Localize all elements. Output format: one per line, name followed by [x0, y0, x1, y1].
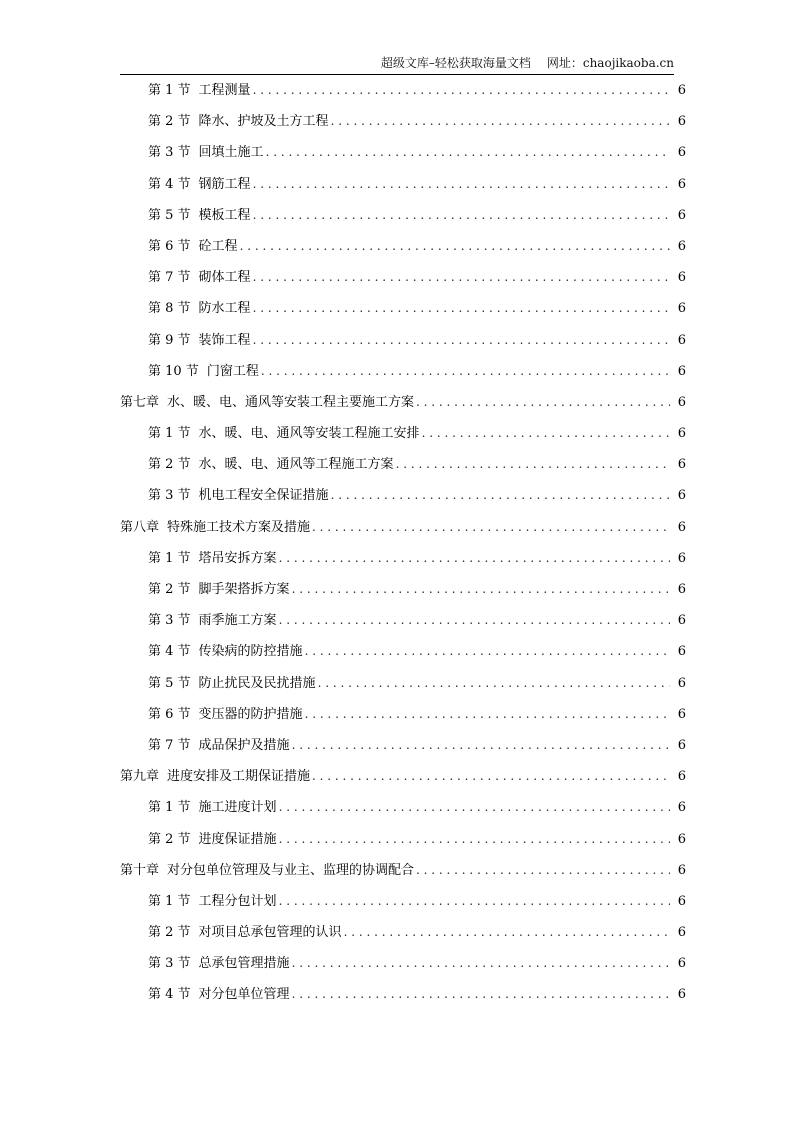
toc-entry-number: 第 10 节: [148, 363, 199, 379]
toc-section-entry[interactable]: [120, 735, 686, 766]
toc-entry-title: 塔吊安拆方案: [198, 550, 277, 566]
toc-entry-page-number: 6: [677, 582, 686, 597]
toc-entry-page-number: 6: [677, 145, 686, 161]
toc-leader-dots: [253, 298, 670, 318]
toc-entry-page-number: 6: [677, 644, 686, 660]
toc-entry-title: 降水、护坡及土方工程: [198, 114, 329, 130]
toc-section-entry[interactable]: [120, 423, 686, 454]
toc-entry-page-number: 6: [677, 176, 686, 192]
toc-leader-dots: [279, 797, 670, 817]
toc-leader-dots: [292, 579, 670, 599]
toc-leader-dots: [416, 860, 670, 880]
toc-leader-dots: [253, 174, 670, 194]
toc-entry-title: 钢筋工程: [198, 176, 251, 192]
toc-entry-title: 门窗工程: [206, 363, 259, 379]
toc-entry-page-number: 6: [677, 270, 686, 286]
toc-entry-title: 砼工程: [198, 238, 238, 254]
toc-entry-title: 进度安排及工期保证措施: [167, 769, 311, 785]
toc-entry-page-number: 6: [677, 394, 686, 410]
toc-leader-dots: [253, 205, 670, 225]
toc-leader-dots: [279, 829, 670, 849]
toc-entry-number: 第 4 节: [148, 176, 191, 192]
toc-section-entry[interactable]: [120, 111, 686, 142]
toc-entry-number: 第 2 节: [148, 457, 191, 473]
toc-section-entry[interactable]: [120, 142, 686, 173]
toc-entry-page-number: 6: [677, 488, 686, 504]
toc-section-entry[interactable]: [120, 953, 686, 984]
toc-entry-page-number: 6: [677, 238, 686, 254]
toc-entry-page-number: 6: [677, 83, 686, 98]
toc-entry-number: 第 1 节: [148, 550, 191, 566]
toc-section-entry[interactable]: [120, 236, 686, 267]
toc-chapter-entry[interactable]: [120, 766, 686, 797]
toc-entry-title: 对项目总承包管理的认识: [198, 925, 342, 941]
toc-entry-number: 第七章: [120, 394, 160, 410]
toc-leader-dots: [292, 953, 670, 973]
toc-section-entry[interactable]: [120, 579, 686, 610]
table-of-contents: [120, 80, 686, 1016]
toc-section-entry[interactable]: [120, 704, 686, 735]
toc-entry-number: 第 1 节: [148, 800, 191, 816]
toc-leader-dots: [253, 267, 670, 287]
toc-entry-number: 第 2 节: [148, 582, 191, 597]
toc-entry-page-number: 6: [677, 737, 686, 753]
toc-entry-number: 第 1 节: [148, 83, 191, 98]
toc-entry-number: 第 5 节: [148, 207, 191, 223]
toc-entry-title: 水、暖、电、通风等工程施工方案: [198, 457, 394, 473]
toc-entry-page-number: 6: [677, 893, 686, 909]
toc-entry-number: 第 2 节: [148, 114, 191, 130]
toc-entry-page-number: 6: [677, 426, 686, 442]
toc-entry-page-number: 6: [677, 706, 686, 722]
toc-entry-page-number: 6: [677, 831, 686, 847]
toc-leader-dots: [279, 610, 670, 630]
toc-entry-title: 脚手架搭拆方案: [198, 582, 290, 597]
toc-entry-title: 模板工程: [198, 207, 251, 223]
toc-leader-dots: [240, 236, 670, 256]
toc-entry-number: 第 6 节: [148, 706, 191, 722]
toc-leader-dots: [261, 361, 670, 381]
toc-entry-number: 第十章: [120, 862, 160, 878]
toc-entry-title: 对分包单位管理及与业主、监理的协调配合: [167, 862, 415, 878]
toc-section-entry[interactable]: [120, 984, 686, 1015]
header-site-url: chaojikaoba.cn: [582, 56, 674, 70]
toc-entry-title: 回填土施工: [198, 145, 264, 161]
toc-entry-number: 第 3 节: [148, 613, 191, 629]
toc-leader-dots: [422, 423, 670, 443]
toc-section-entry[interactable]: [120, 298, 686, 329]
toc-entry-number: 第 1 节: [148, 893, 191, 909]
toc-entry-page-number: 6: [677, 363, 686, 379]
toc-entry-number: 第 9 节: [148, 332, 191, 348]
toc-entry-page-number: 6: [677, 925, 686, 941]
toc-leader-dots: [312, 766, 670, 786]
toc-entry-number: 第 6 节: [148, 238, 191, 254]
toc-entry-number: 第 3 节: [148, 488, 191, 504]
toc-entry-page-number: 6: [677, 114, 686, 130]
toc-entry-title: 工程测量: [198, 83, 251, 98]
toc-entry-page-number: 6: [677, 675, 686, 691]
toc-entry-number: 第 4 节: [148, 644, 191, 660]
toc-section-entry[interactable]: [120, 797, 686, 828]
toc-entry-title: 传染病的防控措施: [198, 644, 303, 660]
toc-entry-title: 雨季施工方案: [198, 613, 277, 629]
toc-entry-number: 第 3 节: [148, 956, 191, 972]
toc-section-entry[interactable]: [120, 829, 686, 860]
toc-entry-page-number: 6: [677, 769, 686, 785]
toc-leader-dots: [279, 891, 670, 911]
toc-leader-dots: [253, 330, 670, 350]
toc-entry-number: 第 4 节: [148, 987, 191, 1003]
toc-entry-page-number: 6: [677, 613, 686, 629]
toc-entry-number: 第 1 节: [148, 426, 191, 442]
toc-leader-dots: [331, 111, 670, 131]
toc-section-entry[interactable]: [120, 673, 686, 704]
toc-entry-page-number: 6: [677, 550, 686, 566]
toc-entry-page-number: 6: [677, 519, 686, 535]
toc-leader-dots: [253, 80, 670, 100]
toc-entry-page-number: 6: [677, 457, 686, 473]
toc-entry-title: 防止扰民及民扰措施: [198, 675, 316, 691]
toc-entry-title: 工程分包计划: [198, 893, 277, 909]
toc-leader-dots: [312, 517, 670, 537]
toc-leader-dots: [266, 142, 670, 162]
toc-entry-title: 施工进度计划: [198, 800, 277, 816]
toc-entry-number: 第 2 节: [148, 831, 191, 847]
toc-chapter-entry[interactable]: [120, 860, 686, 891]
toc-leader-dots: [305, 704, 670, 724]
toc-leader-dots: [318, 673, 670, 693]
toc-leader-dots: [292, 984, 670, 1004]
toc-entry-title: 对分包单位管理: [198, 987, 290, 1003]
toc-entry-title: 成品保护及措施: [198, 737, 290, 753]
toc-section-entry[interactable]: [120, 891, 686, 922]
toc-section-entry[interactable]: [120, 922, 686, 953]
toc-entry-title: 进度保证措施: [198, 831, 277, 847]
toc-entry-page-number: 6: [677, 800, 686, 816]
toc-chapter-entry[interactable]: [120, 392, 686, 423]
toc-section-entry[interactable]: [120, 641, 686, 672]
toc-leader-dots: [292, 735, 670, 755]
toc-leader-dots: [396, 454, 670, 474]
toc-section-entry[interactable]: [120, 454, 686, 485]
toc-section-entry[interactable]: [120, 80, 686, 111]
toc-section-entry[interactable]: [120, 267, 686, 298]
toc-entry-page-number: 6: [677, 956, 686, 972]
toc-entry-title: 水、暖、电、通风等安装工程施工安排: [198, 426, 420, 442]
toc-entry-title: 变压器的防护措施: [198, 706, 303, 722]
toc-entry-page-number: 6: [677, 207, 686, 223]
toc-section-entry[interactable]: [120, 361, 686, 392]
toc-leader-dots: [344, 922, 670, 942]
header-site-label: 网址：: [546, 56, 583, 70]
toc-entry-number: 第 3 节: [148, 145, 191, 161]
toc-entry-page-number: 6: [677, 301, 686, 317]
toc-entry-title: 总承包管理措施: [198, 956, 290, 972]
toc-leader-dots: [305, 641, 670, 661]
header-site-title: 超级文库–轻松获取海量文档: [380, 56, 531, 70]
toc-leader-dots: [331, 485, 670, 505]
toc-chapter-entry[interactable]: [120, 517, 686, 548]
toc-entry-number: 第九章: [120, 769, 160, 785]
toc-leader-dots: [416, 392, 670, 412]
toc-entry-number: 第 8 节: [148, 301, 191, 317]
toc-section-entry[interactable]: [120, 548, 686, 579]
toc-entry-title: 防水工程: [198, 301, 251, 317]
toc-entry-page-number: 6: [677, 332, 686, 348]
toc-section-entry[interactable]: [120, 485, 686, 516]
toc-entry-number: 第 7 节: [148, 737, 191, 753]
toc-entry-number: 第 5 节: [148, 675, 191, 691]
toc-entry-title: 水、暖、电、通风等安装工程主要施工方案: [167, 394, 415, 410]
toc-section-entry[interactable]: [120, 205, 686, 236]
toc-section-entry[interactable]: [120, 174, 686, 205]
page-header: [120, 56, 674, 75]
toc-entry-title: 机电工程安全保证措施: [198, 488, 329, 504]
toc-entry-number: 第 7 节: [148, 270, 191, 286]
toc-entry-page-number: 6: [677, 987, 686, 1003]
toc-section-entry[interactable]: [120, 610, 686, 641]
toc-entry-number: 第 2 节: [148, 925, 191, 941]
toc-entry-title: 装饰工程: [198, 332, 251, 348]
toc-entry-number: 第八章: [120, 519, 160, 535]
toc-entry-title: 砌体工程: [198, 270, 251, 286]
toc-section-entry[interactable]: [120, 330, 686, 361]
toc-leader-dots: [279, 548, 670, 568]
toc-entry-page-number: 6: [677, 862, 686, 878]
toc-entry-title: 特殊施工技术方案及措施: [167, 519, 311, 535]
